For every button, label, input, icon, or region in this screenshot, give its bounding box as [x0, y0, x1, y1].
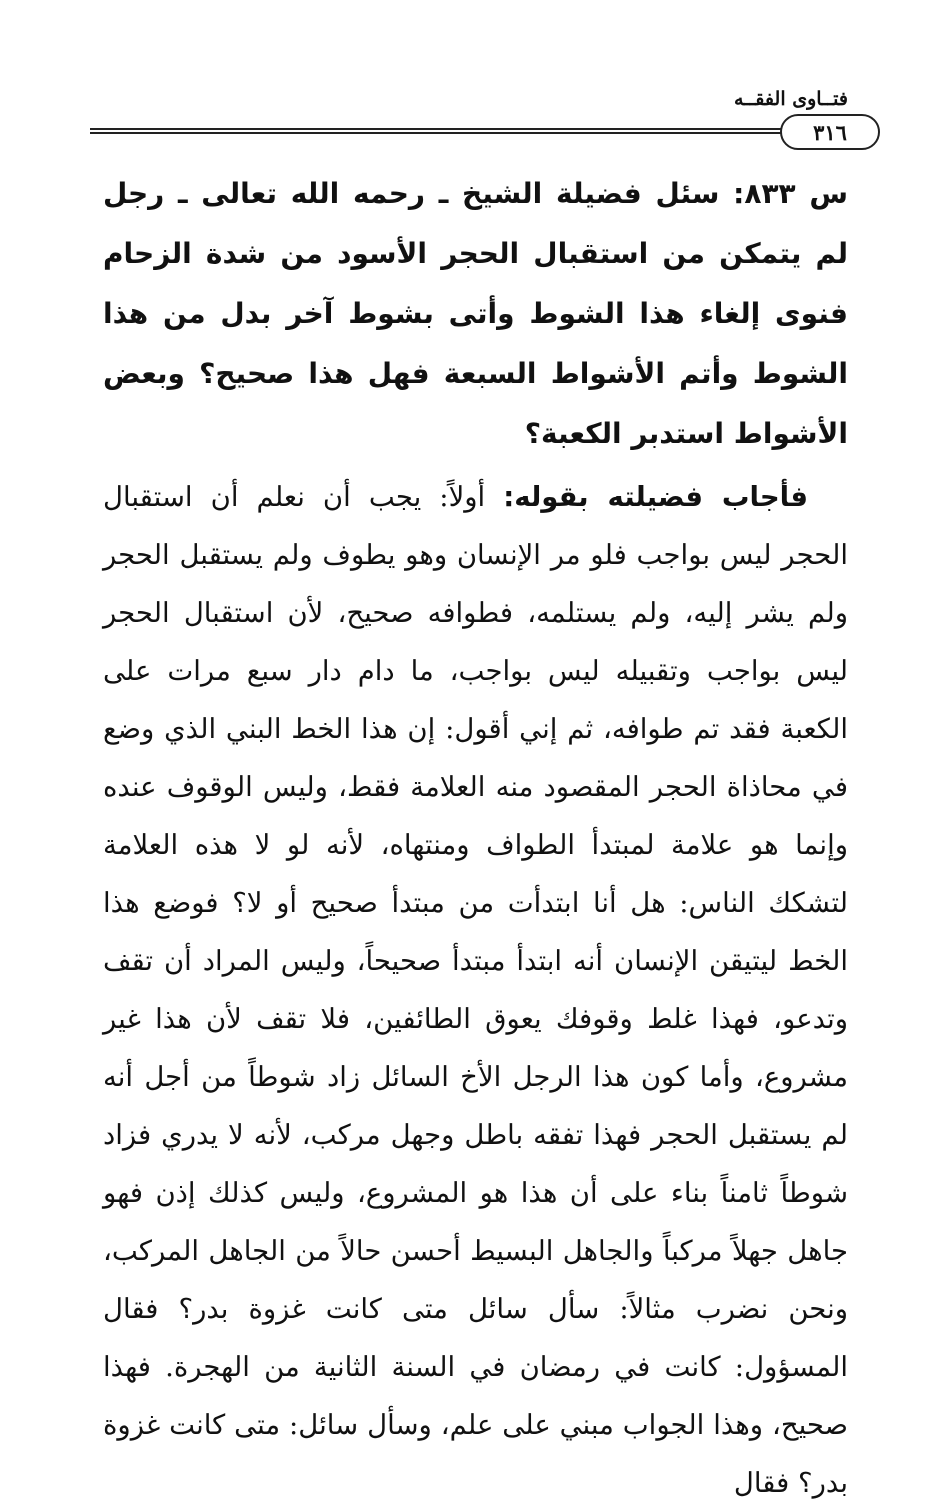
answer-paragraph [103, 468, 848, 1512]
question-paragraph [103, 164, 848, 464]
header-double-rule [90, 128, 802, 134]
question-text: سئل فضيلة الشيخ ـ رحمه الله تعالى ـ رجل لم يتمكن من استقبال الحجر الأسود من شدة الزحام فنوى إلغاء هذا الشوط وأتى بشوط آخر بدل من هذا الشوط وأتم الأشواط السبعة فهل هذا صحيح؟ وبعض الأشواط استدبر الكعبة؟ [103, 177, 848, 450]
page-number: ٣١٦ [780, 114, 880, 150]
running-header-title: فتــاوى الفقــه [733, 88, 848, 110]
answer-label: فأجاب فضيلته بقوله: [503, 481, 808, 513]
question-label: س ٨٣٣: [733, 177, 849, 210]
fatwa-body [103, 164, 848, 1512]
answer-text: أولاً: يجب أن نعلم أن استقبال الحجر ليس بواجب فلو مر الإنسان وهو يطوف ولم يستقبل الحجر ولم يشر إليه، ولم يستلمه، فطوافه صحيح، لأن استقبال الحجر ليس بواجب وتقبيله ليس بواجب، ما دام دار سبع مرات على الكعبة فقد تم طوافه، ثم إني أقول: إن هذا الخط البني الذي وضع في محاذاة الحجر المقصود منه العلامة فقط، وليس الوقوف عنده وإنما هو علامة لمبتدأ الطواف ومنتهاه، لأنه لو لا هذه العلامة لتشكك الناس: هل أنا ابتدأت من مبتدأ صحيح أو لا؟ فوضع هذا الخط ليتيقن الإنسان أنه ابتدأ مبتدأ صحيحاً، وليس المراد أن تقف وتدعو، فهذا غلط وقوفك يعوق الطائفين، فلا تقف لأن هذا غير مشروع، وأما كون هذا الرجل الأخ السائل زاد شوطاً من أجل أنه لم يستقبل الحجر فهذا تفقه باطل وجهل مركب، لأنه لا يدري فزاد شوطاً ثامناً بناء على أن هذا هو المشروع، وليس كذلك إذن فهو جاهل جهلاً مركباً والجاهل البسيط أحسن حالاً من الجاهل المركب، ونحن نضرب مثالاً: سأل سائل متى كانت غزوة بدر؟ فقال المسؤول: كانت في رمضان في السنة الثانية من الهجرة. فهذا صحيح، وهذا الجواب مبني على علم، وسأل سائل: متى كانت غزوة بدر؟ فقال [103, 481, 848, 1499]
